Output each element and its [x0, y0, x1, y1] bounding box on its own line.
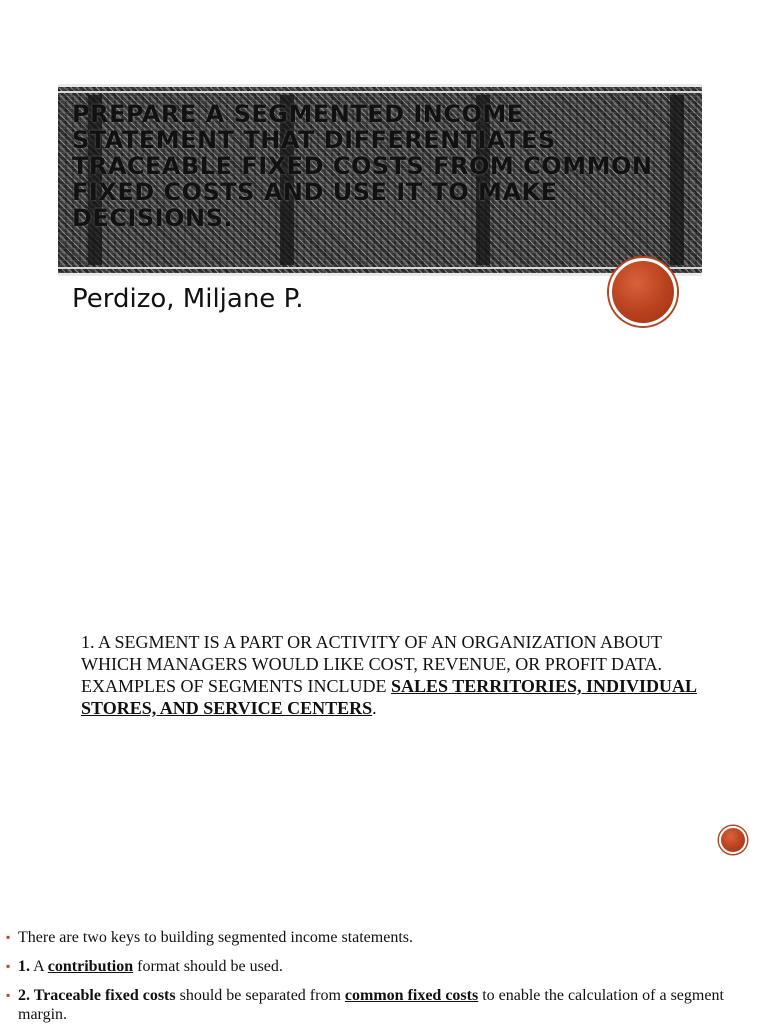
- title-slide: [0, 0, 768, 330]
- keys-bullet-list: [4, 928, 744, 1034]
- bullet-number: 1.: [18, 958, 30, 975]
- segment-definition-text: [81, 631, 701, 719]
- bullet-text: format should be used.: [133, 958, 283, 975]
- square-bullet-icon: ▪: [6, 988, 11, 1002]
- bullet-text: There are two keys to building segmented income statements.: [18, 929, 413, 946]
- list-item: [4, 957, 744, 976]
- author-name: Perdizo, Miljane P.: [72, 284, 304, 314]
- definition-text: 1. A SEGMENT IS A PART OR ACTIVITY OF AN ORGANIZATION ABOUT WHICH MANAGERS WOULD LIKE COST, REVENUE, OR PROFIT DATA. EXAMPLES OF SEGMENTS INCLUDE: [81, 632, 663, 696]
- segment-definition-slide: [0, 600, 768, 870]
- bullet-number: 2. Traceable fixed costs: [18, 987, 176, 1004]
- keys-slide: [0, 920, 768, 1024]
- bullet-text: to enable the calculation of a segment margin.: [18, 987, 724, 1023]
- slide-title: PREPARE A SEGMENTED INCOME STATEMENT THAT DIFFERENTIATES TRACEABLE FIXED COSTS FROM COMMON FIXED COSTS AND USE IT TO MAKE DECISIONS.: [72, 100, 653, 232]
- segment-examples: SALES TERRITORIES, INDIVIDUAL STORES, AND SERVICE CENTERS: [81, 676, 697, 718]
- decorative-orb: [609, 258, 677, 326]
- title-banner: [58, 84, 702, 276]
- bullet-text: should be separated from: [175, 987, 345, 1004]
- list-item: [4, 928, 744, 947]
- decorative-orb: [719, 826, 747, 854]
- square-bullet-icon: ▪: [6, 959, 11, 973]
- bullet-keyword: common fixed costs: [344, 987, 479, 1004]
- bullet-keyword: contribution: [47, 958, 134, 975]
- bullet-text: A: [30, 958, 48, 975]
- list-item: [4, 986, 744, 1024]
- square-bullet-icon: ▪: [6, 930, 11, 944]
- definition-period: .: [372, 698, 377, 718]
